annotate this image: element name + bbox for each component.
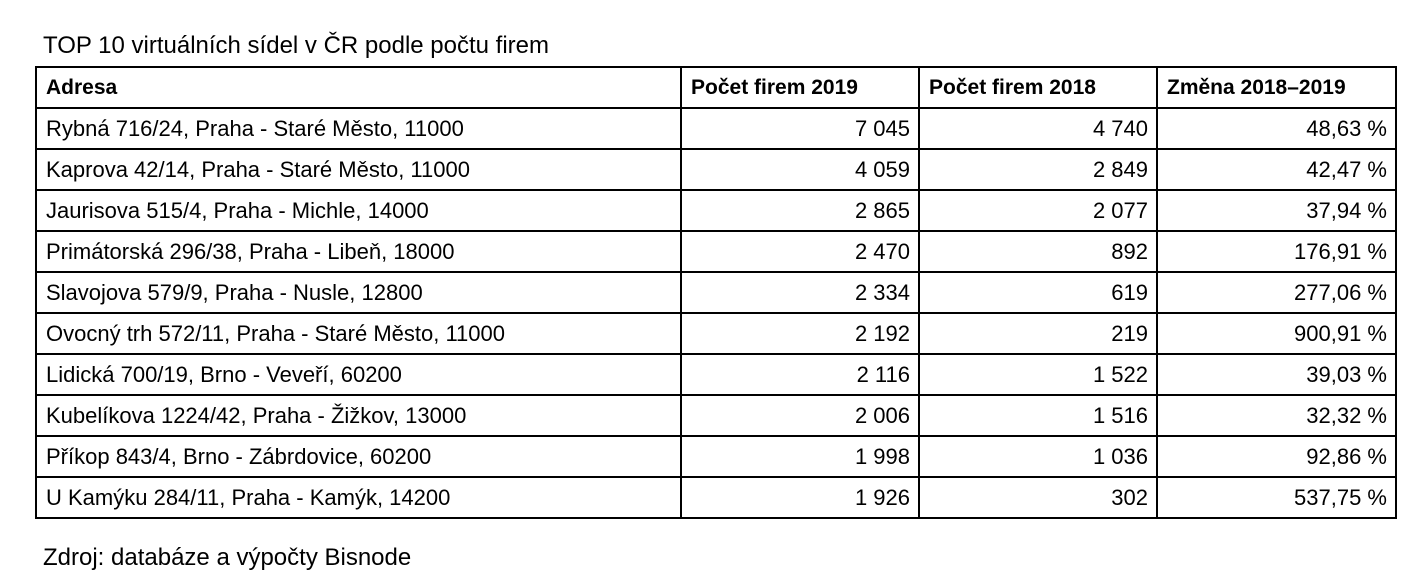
cell-count-2019: 7 045	[681, 108, 919, 149]
cell-change: 176,91 %	[1157, 231, 1396, 272]
cell-address: Primátorská 296/38, Praha - Libeň, 18000	[36, 231, 681, 272]
source-note: Zdroj: databáze a výpočty Bisnode	[43, 544, 412, 571]
table-row	[36, 395, 1396, 436]
header-address: Adresa	[36, 67, 681, 108]
table-title: TOP 10 virtuálních sídel v ČR podle počtu firem	[43, 32, 550, 59]
table-row	[36, 354, 1396, 395]
cell-address: Ovocný trh 572/11, Praha - Staré Město, 11000	[36, 313, 681, 354]
cell-count-2019: 2 865	[681, 190, 919, 231]
cell-address: Jaurisova 515/4, Praha - Michle, 14000	[36, 190, 681, 231]
cell-address: Kubelíkova 1224/42, Praha - Žižkov, 13000	[36, 395, 681, 436]
cell-change: 48,63 %	[1157, 108, 1396, 149]
cell-count-2018: 2 849	[919, 149, 1157, 190]
cell-change: 42,47 %	[1157, 149, 1396, 190]
table-row	[36, 313, 1396, 354]
cell-count-2019: 1 926	[681, 477, 919, 518]
table-row	[36, 108, 1396, 149]
cell-count-2018: 619	[919, 272, 1157, 313]
header-change: Změna 2018–2019	[1157, 67, 1396, 108]
cell-count-2019: 2 334	[681, 272, 919, 313]
cell-count-2019: 2 192	[681, 313, 919, 354]
cell-count-2019: 2 116	[681, 354, 919, 395]
cell-change: 32,32 %	[1157, 395, 1396, 436]
header-count-2019: Počet firem 2019	[681, 67, 919, 108]
cell-count-2018: 4 740	[919, 108, 1157, 149]
cell-count-2018: 219	[919, 313, 1157, 354]
cell-count-2018: 1 522	[919, 354, 1157, 395]
cell-address: Rybná 716/24, Praha - Staré Město, 11000	[36, 108, 681, 149]
cell-change: 277,06 %	[1157, 272, 1396, 313]
companies-table	[35, 66, 1397, 519]
cell-address: Slavojova 579/9, Praha - Nusle, 12800	[36, 272, 681, 313]
cell-count-2019: 2 006	[681, 395, 919, 436]
cell-count-2018: 1 516	[919, 395, 1157, 436]
table-row	[36, 190, 1396, 231]
table-row	[36, 477, 1396, 518]
cell-change: 900,91 %	[1157, 313, 1396, 354]
cell-change: 39,03 %	[1157, 354, 1396, 395]
cell-change: 537,75 %	[1157, 477, 1396, 518]
table-row	[36, 231, 1396, 272]
cell-address: Lidická 700/19, Brno - Veveří, 60200	[36, 354, 681, 395]
cell-change: 92,86 %	[1157, 436, 1396, 477]
cell-address: Příkop 843/4, Brno - Zábrdovice, 60200	[36, 436, 681, 477]
cell-count-2019: 1 998	[681, 436, 919, 477]
cell-count-2019: 4 059	[681, 149, 919, 190]
table-row	[36, 436, 1396, 477]
table-row	[36, 272, 1396, 313]
cell-address: U Kamýku 284/11, Praha - Kamýk, 14200	[36, 477, 681, 518]
cell-count-2018: 2 077	[919, 190, 1157, 231]
cell-change: 37,94 %	[1157, 190, 1396, 231]
table-row	[36, 149, 1396, 190]
cell-count-2019: 2 470	[681, 231, 919, 272]
cell-count-2018: 1 036	[919, 436, 1157, 477]
cell-count-2018: 892	[919, 231, 1157, 272]
header-count-2018: Počet firem 2018	[919, 67, 1157, 108]
cell-count-2018: 302	[919, 477, 1157, 518]
cell-address: Kaprova 42/14, Praha - Staré Město, 11000	[36, 149, 681, 190]
table-header-row	[36, 67, 1396, 108]
